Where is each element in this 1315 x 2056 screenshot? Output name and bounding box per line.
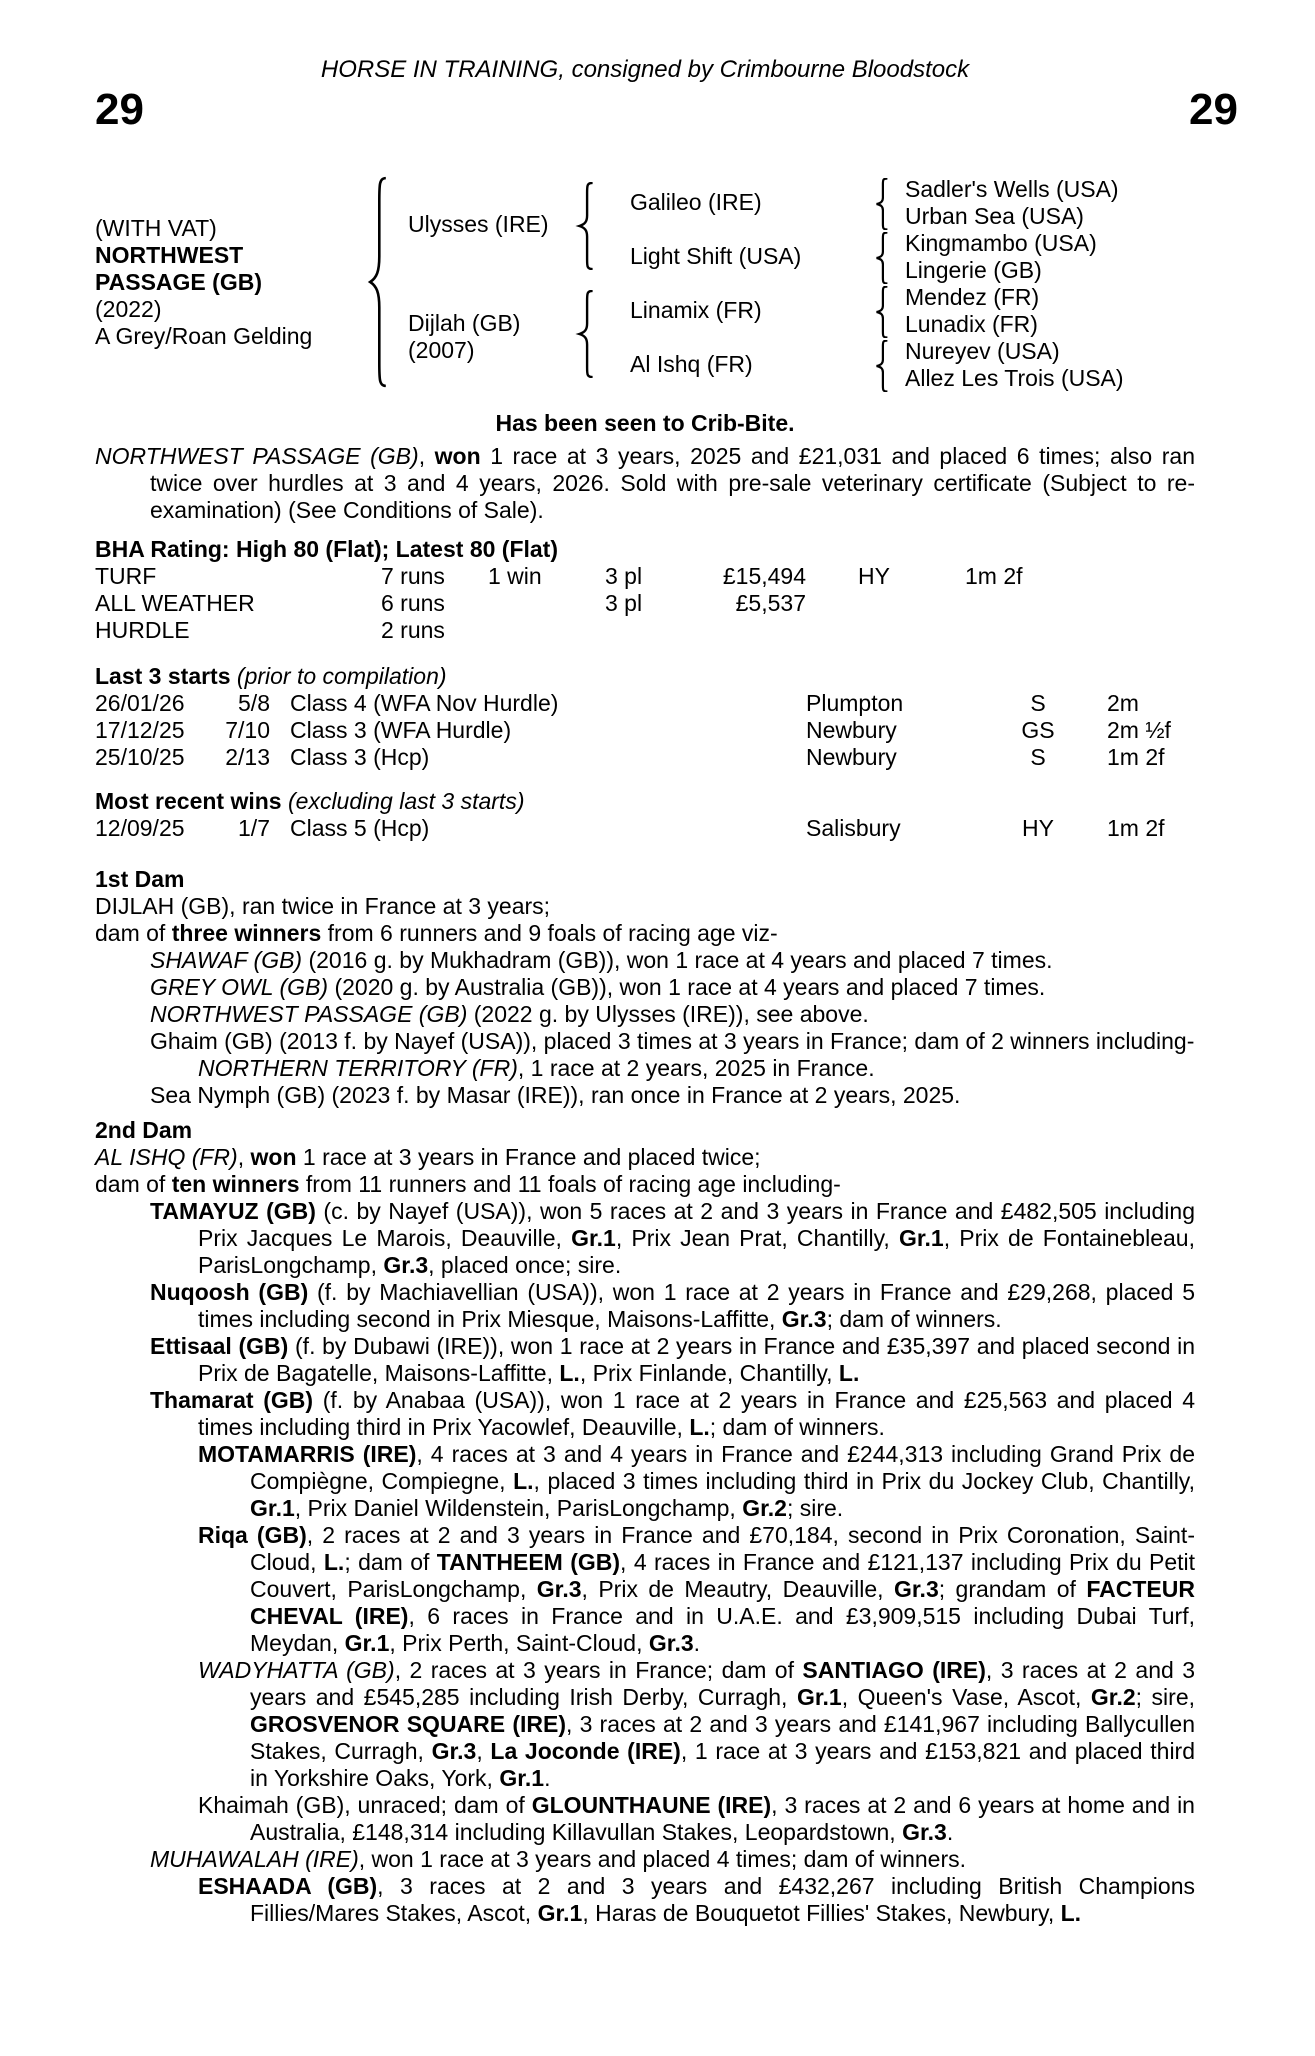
dam-year: (2007): [408, 337, 475, 363]
catalogue-page: [95, 56, 1238, 1927]
surface-label: ALL WEATHER: [95, 590, 255, 616]
text-run: , 6 races in France and in U.A.E. and £3,909,515 including Dubai Turf, Meydan,: [250, 1603, 1195, 1656]
text-run: won: [434, 443, 481, 469]
catalogue-paragraph: [95, 1846, 1195, 1873]
text-run: L.: [838, 1360, 860, 1386]
text-run: GLOUNTHAUNE (IRE): [531, 1792, 772, 1818]
table-row: [95, 590, 1195, 617]
curly-brace-main: [365, 176, 391, 388]
heading-bold: Last 3 starts: [95, 663, 231, 689]
great-grandparent-1: Sadler's Wells (USA): [905, 176, 1119, 202]
last-starts-section: [95, 663, 1195, 771]
race-distance: 2m ½f: [1107, 717, 1171, 743]
text-run: (c. by Nayef (USA)), won 5 races at 2 and 3 years in France and £482,505 including Prix Jacques Le Marois, Deauville,: [198, 1198, 1195, 1251]
heading-italic: (excluding last 3 starts): [281, 788, 525, 814]
text-run: 1 race at 3 years in France and placed twice;: [296, 1144, 761, 1170]
race-date: 12/09/25: [95, 815, 185, 841]
text-run: Riqa (GB): [198, 1522, 307, 1548]
lot-number-right: 29: [1189, 85, 1238, 134]
text-run: Gr.2: [742, 1495, 787, 1521]
catalogue-paragraph: [95, 1657, 1195, 1792]
earnings-value: £15,494: [722, 563, 806, 589]
catalogue-paragraph: [95, 1873, 1195, 1927]
text-run: ; dam of winners.: [826, 1306, 1002, 1332]
text-run: NORTHERN TERRITORY (FR): [198, 1055, 518, 1081]
text-run: ; sire,: [1135, 1684, 1195, 1710]
catalogue-paragraph: [95, 1171, 1195, 1198]
text-run: , 3 races at 2 and 3 years and £432,267 including British Champions Fillies/Mares Stakes, Ascot,: [250, 1873, 1195, 1926]
crib-bite-notice: Has been seen to Crib-Bite.: [495, 410, 795, 436]
text-run: won: [250, 1144, 297, 1170]
race-class: Class 3 (Hcp): [290, 744, 430, 770]
text-run: ; sire.: [786, 1495, 844, 1521]
text-run: (2022 g. by Ulysses (IRE)), see above.: [467, 1001, 869, 1027]
catalogue-paragraph: [95, 920, 1195, 947]
race-going: GS: [1021, 717, 1055, 743]
curly-brace-gg4: [873, 340, 891, 392]
recent-wins-heading: [95, 788, 1195, 815]
text-run: Nuqoosh (GB): [150, 1279, 309, 1305]
race-distance: 1m 2f: [1107, 815, 1165, 841]
text-run: ; dam of winners.: [709, 1414, 885, 1440]
first-dam-heading: 1st Dam: [95, 866, 185, 892]
text-run: , Queen's Vase, Ascot,: [841, 1684, 1091, 1710]
text-run: dam of: [95, 920, 172, 946]
text-run: Ettisaal (GB): [150, 1333, 289, 1359]
text-run: WADYHATTA (GB): [198, 1657, 395, 1683]
catalogue-paragraph: [95, 893, 1195, 920]
foaling-year: (2022): [95, 296, 162, 322]
text-run: Gr.1: [537, 1900, 583, 1926]
first-dam-section: [95, 866, 1195, 1109]
text-run: , 3 races at 2 and 6 years at home and in Australia, £148,314 including Killavullan Stakes, Leopardstown,: [250, 1792, 1195, 1845]
dam-name: Dijlah (GB): [408, 310, 521, 336]
horse-description: A Grey/Roan Gelding: [95, 323, 313, 349]
second-dam-heading: 2nd Dam: [95, 1117, 193, 1143]
text-run: , Prix Finlande, Chantilly,: [579, 1360, 839, 1386]
surface-label: TURF: [95, 563, 157, 589]
text-run: ; grandam of: [938, 1576, 1087, 1602]
text-run: Ghaim (GB) (2013 f. by Nayef (USA)), placed 3 times at 3 years in France; dam of 2 winners including-: [150, 1028, 1195, 1054]
race-position: 1/7: [238, 815, 270, 841]
text-run: FACTEUR CHEVAL (IRE): [250, 1576, 1195, 1629]
curly-brace-gg3: [873, 286, 891, 338]
text-run: Gr.3: [431, 1738, 477, 1764]
catalogue-paragraph: [95, 1441, 1195, 1522]
text-run: TANTHEEM (GB): [436, 1549, 621, 1575]
text-run: MOTAMARRIS (IRE): [198, 1441, 417, 1467]
catalogue-paragraph: [95, 974, 1195, 1001]
race-class: Class 3 (WFA Hurdle): [290, 717, 512, 743]
text-run: dam of: [95, 1171, 172, 1197]
text-run: , won 1 race at 3 years and placed 4 times; dam of winners.: [358, 1846, 966, 1872]
catalogue-paragraph: [95, 1082, 1195, 1109]
pedigree-table: [95, 168, 1195, 403]
text-run: GREY OWL (GB): [150, 974, 329, 1000]
text-run: , Prix de Meautry, Deauville,: [581, 1576, 894, 1602]
race-date: 17/12/25: [95, 717, 185, 743]
text-run: DIJLAH (GB), ran twice in France at 3 years;: [95, 893, 551, 919]
text-run: 1 race at 3 years, 2025 and £21,031 and placed 6 times; also ran twice over hurdles at 3 and 4 years, 2026. Sold with pre-sale veterinary certificate (Subject to re-examination) (See Conditions of Sale).: [150, 443, 1195, 523]
text-run: ; dam of: [344, 1549, 437, 1575]
race-course: Salisbury: [806, 815, 901, 841]
catalogue-paragraph: [95, 1387, 1195, 1441]
text-run: Sea Nymph (GB) (2023 f. by Masar (IRE)), ran once in France at 2 years, 2025.: [150, 1082, 961, 1108]
text-run: , 3 races at 2 and 3 years and £141,967 including Ballycullen Stakes, Curragh,: [250, 1711, 1195, 1764]
race-summary-paragraph: [95, 443, 1195, 524]
table-row: [95, 690, 1195, 717]
text-run: Gr.3: [902, 1819, 947, 1845]
text-run: Gr.3: [383, 1252, 429, 1278]
text-run: , Prix Jean Prat, Chantilly,: [615, 1225, 899, 1251]
catalogue-paragraph: [95, 1001, 1195, 1028]
lot-number-row: [95, 86, 1238, 134]
text-run: L.: [513, 1468, 534, 1494]
race-date: 26/01/26: [95, 690, 185, 716]
great-grandparent-5: Mendez (FR): [905, 284, 1040, 310]
text-run: (f. by Dubawi (IRE)), won 1 race at 2 years in France and £35,397 and placed second in Prix de Bagatelle, Maisons-Laffitte,: [198, 1333, 1195, 1386]
last-starts-heading: [95, 663, 1195, 690]
catalogue-paragraph: [95, 1055, 1195, 1082]
page-title: HORSE IN TRAINING, consigned by Crimbourne Bloodstock: [320, 56, 970, 83]
first-dam-paragraphs: [95, 893, 1195, 1109]
catalogue-paragraph: [95, 1279, 1195, 1333]
race-course: Plumpton: [806, 690, 904, 716]
text-run: (2020 g. by Australia (GB)), won 1 race at 4 years and placed 7 times.: [328, 974, 1046, 1000]
race-date: 25/10/25: [95, 744, 185, 770]
text-run: Gr.3: [536, 1576, 582, 1602]
race-position: 2/13: [225, 744, 270, 770]
text-run: , 1 race at 2 years, 2025 in France.: [517, 1055, 875, 1081]
race-position: 7/10: [225, 717, 270, 743]
recent-wins-section: [95, 788, 1195, 842]
race-going: HY: [1022, 815, 1054, 841]
table-row: [95, 717, 1195, 744]
curly-brace-sire: [575, 182, 597, 270]
text-run: , 2 races at 2 and 3 years in France and £70,184, second in Prix Coronation, Saint-Cloud,: [250, 1522, 1195, 1575]
table-row: [95, 815, 1195, 842]
second-dam-paragraphs: [95, 1144, 1195, 1927]
text-run: L.: [1060, 1900, 1082, 1926]
granddam-2: Al Ishq (FR): [630, 351, 753, 377]
curly-brace-dam: [575, 290, 597, 378]
runs-value: 6 runs: [381, 590, 445, 616]
bha-rating-section: [95, 536, 1195, 644]
text-run: L.: [323, 1549, 345, 1575]
great-grandparent-7: Nureyev (USA): [905, 338, 1060, 364]
catalogue-paragraph: [95, 1522, 1195, 1657]
race-position: 5/8: [238, 690, 270, 716]
text-run: Gr.1: [796, 1684, 842, 1710]
catalogue-paragraph: [95, 1144, 1195, 1171]
text-run: , 4 races at 3 and 4 years in France and £244,313 including Grand Prix de Compiègne, Compiegne,: [250, 1441, 1195, 1494]
text-run: , 2 races at 3 years in France; dam of: [394, 1657, 803, 1683]
text-run: ten winners: [171, 1171, 300, 1197]
text-run: Gr.3: [893, 1576, 939, 1602]
text-run: , 3 races at 2 and 3 years and £545,285 including Irish Derby, Curragh,: [250, 1657, 1195, 1710]
text-run: Gr.1: [898, 1225, 944, 1251]
text-run: .: [544, 1765, 551, 1791]
text-run: (f. by Anabaa (USA)), won 1 race at 2 years in France and £25,563 and placed 4 times including third in Prix Yacowlef, Deauville,: [198, 1387, 1195, 1440]
runs-value: 2 runs: [381, 617, 445, 643]
vat-note: (WITH VAT): [95, 215, 217, 241]
text-run: Gr.1: [571, 1225, 616, 1251]
text-run: , 4 races in France and £121,137 including Prix du Petit Couvert, ParisLongchamp,: [250, 1549, 1196, 1602]
text-run: Gr.1: [499, 1765, 545, 1791]
sire-name: Ulysses (IRE): [408, 211, 549, 237]
catalogue-paragraph: [95, 1792, 1195, 1846]
text-run: , Prix Daniel Wildenstein, ParisLongchamp,: [294, 1495, 743, 1521]
text-run: NORTHWEST PASSAGE (GB): [150, 1001, 468, 1027]
lot-number-left: 29: [95, 85, 144, 134]
text-run: , Prix de Fontainebleau, ParisLongchamp,: [198, 1225, 1195, 1278]
text-run: , placed once; sire.: [428, 1252, 622, 1278]
text-run: L.: [559, 1360, 580, 1386]
text-run: NORTHWEST PASSAGE (GB): [95, 443, 419, 469]
runs-value: 7 runs: [381, 563, 445, 589]
text-run: .: [693, 1630, 701, 1656]
text-run: Thamarat (GB): [150, 1387, 314, 1413]
text-run: GROSVENOR SQUARE (IRE): [250, 1711, 566, 1737]
text-run: three winners: [171, 920, 322, 946]
horse-name: NORTHWEST PASSAGE (GB): [95, 242, 262, 295]
curly-brace-gg2: [873, 232, 891, 284]
table-row: [95, 617, 1195, 644]
earnings-value: £5,537: [735, 590, 806, 616]
text-run: Gr.2: [1090, 1684, 1136, 1710]
text-run: ,: [476, 1738, 491, 1764]
text-run: SHAWAF (GB): [150, 947, 303, 973]
text-run: La Joconde (IRE): [490, 1738, 681, 1764]
text-run: (2016 g. by Mukhadram (GB)), won 1 race at 4 years and placed 7 times.: [302, 947, 1053, 973]
great-grandparent-8: Allez Les Trois (USA): [905, 365, 1124, 391]
surface-label: HURDLE: [95, 617, 190, 643]
race-going: S: [1030, 744, 1046, 770]
text-run: L.: [689, 1414, 710, 1440]
grandsire-1: Galileo (IRE): [630, 189, 762, 215]
text-run: , Prix Perth, Saint-Cloud,: [389, 1630, 649, 1656]
text-run: , Haras de Bouquetot Fillies' Stakes, Newbury,: [582, 1900, 1061, 1926]
text-run: TAMAYUZ (GB): [150, 1198, 316, 1224]
granddam-1: Light Shift (USA): [630, 243, 802, 269]
race-class: Class 5 (Hcp): [290, 815, 430, 841]
curly-brace-gg1: [873, 178, 891, 230]
catalogue-paragraph: [95, 1198, 1195, 1279]
text-run: , placed 3 times including third in Prix du Jockey Club, Chantilly,: [533, 1468, 1195, 1494]
bha-rating-heading: BHA Rating: High 80 (Flat); Latest 80 (Flat): [95, 536, 558, 562]
text-run: .: [946, 1819, 954, 1845]
text-run: ,: [418, 443, 435, 469]
race-class: Class 4 (WFA Nov Hurdle): [290, 690, 559, 716]
text-run: MUHAWALAH (IRE): [150, 1846, 359, 1872]
text-run: from 11 runners and 11 foals of racing age including-: [299, 1171, 841, 1197]
race-distance: 2m: [1107, 690, 1139, 716]
text-run: Gr.3: [781, 1306, 827, 1332]
text-run: Gr.3: [648, 1630, 694, 1656]
second-dam-section: [95, 1117, 1195, 1927]
heading-bold: Most recent wins: [95, 788, 282, 814]
race-distance: 1m 2f: [1107, 744, 1165, 770]
going-value: HY: [858, 563, 890, 589]
catalogue-paragraph: [95, 947, 1195, 974]
table-row: [95, 563, 1195, 590]
catalogue-paragraph: [95, 1028, 1195, 1055]
text-run: from 6 runners and 9 foals of racing age viz-: [321, 920, 778, 946]
text-run: (f. by Machiavellian (USA)), won 1 race at 2 years in France and £29,268, placed 5 times including second in Prix Miesque, Maisons-Laffitte,: [198, 1279, 1195, 1332]
wins-value: 1 win: [488, 563, 542, 589]
text-run: ,: [237, 1144, 251, 1170]
table-row: [95, 744, 1195, 771]
great-grandparent-6: Lunadix (FR): [905, 311, 1038, 337]
heading-italic: (prior to compilation): [230, 663, 447, 689]
race-course: Newbury: [806, 717, 897, 743]
places-value: 3 pl: [605, 563, 643, 589]
race-course: Newbury: [806, 744, 897, 770]
text-run: , 1 race at 3 years and £153,821 and placed third in Yorkshire Oaks, York,: [250, 1738, 1195, 1791]
grandsire-2: Linamix (FR): [630, 297, 762, 323]
text-run: Gr.1: [344, 1630, 390, 1656]
great-grandparent-3: Kingmambo (USA): [905, 230, 1097, 256]
distance-value: 1m 2f: [965, 563, 1023, 589]
great-grandparent-2: Urban Sea (USA): [905, 203, 1084, 229]
text-run: Gr.1: [250, 1495, 295, 1521]
places-value: 3 pl: [605, 590, 643, 616]
text-run: Khaimah (GB), unraced; dam of: [198, 1792, 532, 1818]
great-grandparent-4: Lingerie (GB): [905, 257, 1042, 283]
text-run: AL ISHQ (FR): [95, 1144, 238, 1170]
catalogue-paragraph: [95, 1333, 1195, 1387]
text-run: SANTIAGO (IRE): [802, 1657, 986, 1683]
race-going: S: [1030, 690, 1046, 716]
text-run: ESHAADA (GB): [198, 1873, 378, 1899]
